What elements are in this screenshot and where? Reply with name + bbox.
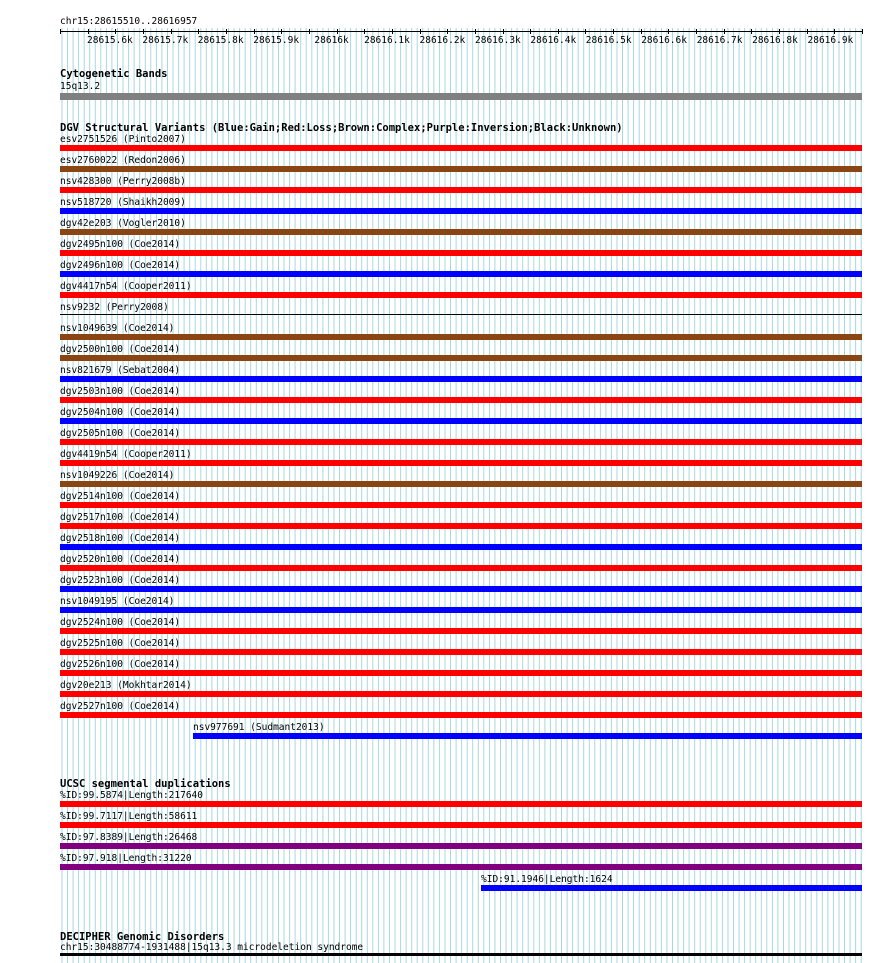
dgv-feature-bar[interactable] [60,481,862,487]
dgv-feature-label[interactable]: dgv2527n100 (Coe2014) [60,701,181,712]
segdup-feature-bar[interactable] [481,885,862,891]
dgv-feature-label[interactable]: dgv4417n54 (Cooper2011) [60,281,192,292]
ruler-minor-tick [475,29,476,34]
dgv-feature-label[interactable]: nsv428300 (Perry2008b) [60,176,186,187]
ruler-minor-tick [254,29,255,34]
ruler-minor-tick [337,29,338,34]
dgv-feature-bar[interactable] [193,733,862,739]
ruler-minor-tick [503,29,504,34]
segdup-feature-bar[interactable] [60,801,862,807]
ruler-minor-tick [447,29,448,34]
ruler-minor-tick [696,29,697,34]
dgv-feature-bar[interactable] [60,670,862,676]
dgv-feature-label[interactable]: nsv518720 (Shaikh2009) [60,197,186,208]
ruler-tick-label: 28616.7k [696,35,743,46]
cytoband-bar[interactable] [60,93,862,100]
dgv-feature-bar[interactable] [60,250,862,256]
ruler-minor-tick [171,29,172,34]
dgv-feature-bar[interactable] [60,166,862,172]
dgv-feature-bar[interactable] [60,355,862,361]
dgv-feature-label[interactable]: dgv2525n100 (Coe2014) [60,638,181,649]
track-title-dgv: DGV Structural Variants (Blue:Gain;Red:Loss;Brown:Complex;Purple:Inversion;Black:Unknown) [60,122,623,134]
dgv-feature-bar[interactable] [60,712,862,718]
ruler-minor-tick [364,29,365,34]
segdup-feature-label[interactable]: %ID:97.8389|Length:26468 [60,832,198,843]
dgv-feature-label[interactable]: dgv2503n100 (Coe2014) [60,386,181,397]
dgv-feature-label[interactable]: dgv2496n100 (Coe2014) [60,260,181,271]
ruler-minor-tick [88,29,89,34]
dgv-feature-bar[interactable] [60,460,862,466]
dgv-feature-label[interactable]: dgv42e203 (Vogler2010) [60,218,186,229]
dgv-feature-bar[interactable] [60,187,862,193]
track-title-cytoband: Cytogenetic Bands [60,68,168,80]
dgv-feature-label[interactable]: dgv4419n54 (Cooper2011) [60,449,192,460]
ruler-tick-label: 28616.9k [807,35,854,46]
dgv-feature-bar[interactable] [60,565,862,571]
dgv-feature-label[interactable]: dgv2523n100 (Coe2014) [60,575,181,586]
position-readout: chr15:28615510..28616957 [60,16,198,27]
ruler-minor-tick [724,29,725,34]
dgv-feature-label[interactable]: dgv2526n100 (Coe2014) [60,659,181,670]
segdup-feature-bar[interactable] [60,864,862,870]
ruler-tick-label: 28615.7k [142,35,189,46]
ruler-minor-tick [392,29,393,34]
dgv-feature-bar[interactable] [60,586,862,592]
dgv-feature-bar[interactable] [60,271,862,277]
dgv-feature-label[interactable]: nsv1049639 (Coe2014) [60,323,175,334]
ruler-minor-tick [585,29,586,34]
ruler-minor-tick [143,29,144,34]
ruler-minor-tick [807,29,808,34]
ruler-minor-tick [309,29,310,34]
dgv-feature-label[interactable]: dgv2504n100 (Coe2014) [60,407,181,418]
segdup-feature-bar[interactable] [60,822,862,828]
ruler-minor-tick [281,29,282,34]
dgv-feature-bar[interactable] [60,397,862,403]
segdup-feature-label[interactable]: %ID:91.1946|Length:1624 [481,874,613,885]
dgv-feature-bar[interactable] [60,649,862,655]
ruler-minor-tick [862,29,863,34]
ruler-minor-tick [60,29,61,34]
ruler-minor-tick [530,29,531,34]
ruler-tick-label: 28616.8k [752,35,798,46]
segdup-feature-label[interactable]: %ID:97.918|Length:31220 [60,853,192,864]
dgv-feature-label[interactable]: esv2760022 (Redon2006) [60,155,186,166]
dgv-feature-label[interactable]: dgv2514n100 (Coe2014) [60,491,181,502]
ruler-minor-tick [420,29,421,34]
ruler-minor-tick [751,29,752,34]
ruler-axis [60,31,862,32]
cytoband-label[interactable]: 15q13.2 [60,81,101,92]
dgv-feature-label[interactable]: nsv1049195 (Coe2014) [60,596,175,607]
dgv-feature-bar[interactable] [60,292,862,298]
dgv-feature-label[interactable]: dgv2517n100 (Coe2014) [60,512,181,523]
ruler-tick-label: 28616.6k [641,35,687,46]
segdup-feature-label[interactable]: %ID:99.5874|Length:217640 [60,790,203,801]
dgv-feature-label[interactable]: dgv2524n100 (Coe2014) [60,617,181,628]
dgv-feature-label[interactable]: esv2751526 (Pinto2007) [60,134,186,145]
decipher-feature-label[interactable]: chr15:30488774-1931488|15q13.3 microdeletion syndrome [60,942,364,953]
ruler-tick-label: 28616k [314,35,349,46]
ruler-tick-label: 28616.3k [475,35,521,46]
dgv-feature-label[interactable]: nsv977691 (Sudmant2013) [193,722,325,733]
track-title-decipher: DECIPHER Genomic Disorders [60,931,225,943]
ruler-minor-tick [668,29,669,34]
dgv-feature-bar[interactable] [60,544,862,550]
dgv-feature-label[interactable]: dgv2520n100 (Coe2014) [60,554,181,565]
segdup-feature-bar[interactable] [60,843,862,849]
dgv-feature-bar[interactable] [60,691,862,697]
dgv-feature-bar[interactable] [60,229,862,235]
dgv-feature-label[interactable]: nsv821679 (Sebat2004) [60,365,181,376]
ruler-minor-tick [558,29,559,34]
dgv-feature-label[interactable]: dgv2500n100 (Coe2014) [60,344,181,355]
ruler-tick-label: 28615.6k [87,35,133,46]
ruler-minor-tick [834,29,835,34]
dgv-feature-bar[interactable] [60,628,862,634]
dgv-feature-label[interactable]: dgv2495n100 (Coe2014) [60,239,181,250]
ruler-minor-tick [613,29,614,34]
ruler-tick-label: 28615.9k [253,35,300,46]
dgv-feature-bar[interactable] [60,208,862,214]
dgv-feature-bar[interactable] [60,502,862,508]
ruler-tick-label: 28616.4k [530,35,577,46]
dgv-feature-bar[interactable] [60,439,862,445]
decipher-feature-bar[interactable] [60,953,862,956]
track-title-segdup: UCSC segmental duplications [60,778,231,790]
dgv-feature-bar[interactable] [60,418,862,424]
dgv-feature-label[interactable]: nsv1049226 (Coe2014) [60,470,175,481]
dgv-feature-bar[interactable] [60,314,862,315]
ruler-minor-tick [779,29,780,34]
ruler-tick-label: 28616.2k [419,35,466,46]
dgv-feature-label[interactable]: dgv2505n100 (Coe2014) [60,428,181,439]
ruler-minor-tick [226,29,227,34]
dgv-feature-label[interactable]: dgv2518n100 (Coe2014) [60,533,181,544]
dgv-feature-label[interactable]: nsv9232 (Perry2008) [60,302,169,313]
dgv-feature-label[interactable]: dgv20e213 (Mokhtar2014) [60,680,192,691]
dgv-feature-bar[interactable] [60,607,862,613]
ruler-tick-label: 28615.8k [197,35,244,46]
dgv-feature-bar[interactable] [60,334,862,340]
ruler-minor-tick [115,29,116,34]
segdup-feature-label[interactable]: %ID:99.7117|Length:58611 [60,811,198,822]
ruler-minor-tick [641,29,642,34]
dgv-feature-bar[interactable] [60,376,862,382]
ruler-tick-label: 28616.1k [364,35,410,46]
ruler-minor-tick [198,29,199,34]
ruler-tick-label: 28616.5k [585,35,632,46]
dgv-feature-bar[interactable] [60,145,862,151]
dgv-feature-bar[interactable] [60,523,862,529]
